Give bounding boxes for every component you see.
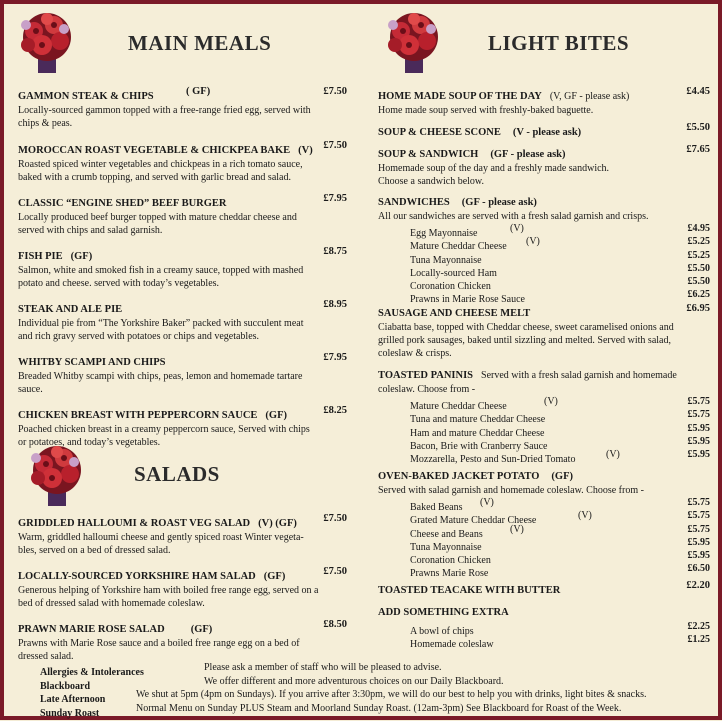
section-title-light-bites: LIGHT BITES <box>488 31 630 55</box>
list-item: A bowl of chips £2.25 <box>410 621 710 637</box>
item-description: All our sandwiches are served with a fresh salad garnish and crisps. <box>378 211 649 222</box>
section-title-salads: SALADS <box>134 462 220 486</box>
item-price: £4.45 <box>686 86 710 97</box>
item-price: £7.65 <box>686 144 710 155</box>
item-name: MOROCCAN ROAST VEGETABLE & CHICKPEA BAKE <box>18 145 291 156</box>
item-description: Served with salad garnish and homemade coleslaw. Choose from - <box>378 485 644 496</box>
item-name: SOUP & CHEESE SCONE <box>378 127 501 138</box>
item-tag: (GF) <box>551 471 573 482</box>
item-description: Homemade soup of the day and a freshly made sandwich. Choose a sandwich below. <box>378 163 610 188</box>
menu-item <box>378 122 712 144</box>
item-description: Locally-sourced gammon topped with a free-range fried egg, served with chips & peas. <box>18 105 311 130</box>
list-item: Grated Mature Cheddar Cheese (V) £5.75 <box>410 510 710 527</box>
list-item: Tuna Mayonnaise £5.25 <box>410 249 710 266</box>
menu-item <box>378 144 712 192</box>
list-item: Tuna Mayonnaise £5.95 <box>410 536 710 553</box>
item-name: FISH PIE <box>18 251 63 262</box>
menu-item <box>18 246 348 299</box>
item-price: £2.20 <box>686 580 710 591</box>
list-item: Locally-sourced Ham £5.50 <box>410 262 710 279</box>
item-price: £7.95 <box>323 193 347 204</box>
footer-notes <box>40 662 716 719</box>
list-item: Egg Mayonnaise (V) £4.95 <box>410 223 710 240</box>
item-price: £5.50 <box>686 122 710 133</box>
menu-item <box>18 299 348 352</box>
item-tag: (V, GF - please ask) <box>549 91 630 102</box>
item-name: TOASTED PANINIS <box>378 370 474 381</box>
item-description: Roasted spiced winter vegetables and chickpeas in a rich tomato sauce, baked with a crumb topping, and served with garlic bread and salad. <box>18 159 303 184</box>
item-name: HOME MADE SOUP OF THE DAY <box>378 91 542 102</box>
list-item: Mature Cheddar Cheese (V) £5.25 <box>410 236 710 253</box>
item-tag: (V) (GF) <box>258 518 297 529</box>
item-price: £7.50 <box>323 513 347 524</box>
menu-item <box>18 140 348 193</box>
section-title-main-meals: MAIN MEALS <box>128 31 272 55</box>
list-item: Mature Cheddar Cheese (V) £5.75 <box>410 396 710 413</box>
menu-item <box>18 619 348 663</box>
list-item: Homemade coleslaw £1.25 <box>410 634 710 651</box>
sub-item-list <box>410 621 712 651</box>
menu-item <box>378 580 712 602</box>
menu-section-paninis <box>378 365 712 466</box>
list-item: Tuna and mature Cheddar Cheese £5.75 <box>410 409 710 426</box>
menu-item <box>18 86 348 134</box>
item-description: Generous helping of Yorkshire ham with boiled free range egg, served on a bed of dressed salad with homemade coleslaw. <box>18 585 319 610</box>
list-item: Cheese and Beans (V) £5.75 <box>410 523 710 540</box>
item-price: £6.95 <box>686 303 710 314</box>
item-name: OVEN-BAKED JACKET POTATO <box>378 471 540 482</box>
item-description: Prawns with Marie Rose sauce and a boiled free range egg on a bed of dressed salad. <box>18 638 300 663</box>
list-item: Ham and mature Cheddar Cheese £5.95 <box>410 422 710 439</box>
menu-item <box>378 86 712 122</box>
item-price: £8.95 <box>323 299 347 310</box>
item-tag: (GF) <box>263 571 286 582</box>
item-price: £7.95 <box>323 352 347 363</box>
item-description: Warm, griddled halloumi cheese and gently spiced roast Winter vegeta- bles, served on a bed of dressed salad. <box>18 532 304 557</box>
item-price: £7.50 <box>323 86 347 97</box>
item-description: Ciabatta base, topped with Cheddar cheese, sweet caramelised onions and grilled pork sausages, baked until sizzling and melted. Served with salad, coleslaw & crisps. <box>378 322 674 360</box>
item-name: CLASSIC “ENGINE SHED” BEEF BURGER <box>18 198 227 209</box>
flower-bouquet-icon <box>381 9 447 75</box>
menu-section-sandwiches <box>378 192 712 306</box>
item-description: Locally produced beef burger topped with mature cheddar cheese and served with chips and salad garnish. <box>18 212 297 237</box>
menu-item <box>378 303 712 365</box>
item-name: STEAK AND ALE PIE <box>18 304 123 315</box>
footer-row: Sunday Roast Normal Menu on Sunday PLUS Steam and Moorland Sunday Roast. (12am-3pm) See Blackboard for Roast of the Week. <box>40 702 622 719</box>
item-description: Home made soup served with freshly-baked baguette. <box>378 105 594 116</box>
item-price: £7.50 <box>323 566 347 577</box>
item-tag: (GF) <box>265 410 287 421</box>
item-price: £8.50 <box>323 619 347 630</box>
item-description: Individual pie from “The Yorkshire Baker” packed with succulent meat and rich gravy served with potatoes or chips and vegetables. <box>18 318 304 343</box>
item-name: PRAWN MARIE ROSE SALAD <box>18 624 165 635</box>
item-description: Salmon, white and smoked fish in a creamy sauce, topped with mashed potato and cheese. served with today’s vegetables. <box>18 265 304 290</box>
main-meals-list <box>18 86 348 449</box>
sub-item-list <box>410 396 712 465</box>
item-name: ADD SOMETHING EXTRA <box>378 607 509 618</box>
item-tag: (V - please ask) <box>512 127 582 138</box>
light-bites-list <box>378 86 712 651</box>
item-tag: (V) <box>298 145 313 156</box>
list-item: Prawns Marie Rose £6.50 <box>410 563 710 580</box>
item-name: TOASTED TEACAKE WITH BUTTER <box>378 585 561 596</box>
item-price: £8.75 <box>323 246 347 257</box>
menu-item <box>18 513 348 566</box>
item-name: GAMMON STEAK & CHIPS <box>18 91 154 102</box>
item-tag: (GF) <box>70 251 93 262</box>
sub-item-list <box>410 223 712 306</box>
flower-bouquet-icon <box>24 442 90 508</box>
list-item: Mozzarella, Pesto and Sun-Dried Tomato (V) £5.95 <box>410 448 710 465</box>
item-name: SANDWICHES <box>378 197 450 208</box>
item-price: £8.25 <box>323 405 347 416</box>
item-name: SOUP & SANDWICH <box>378 149 479 160</box>
item-description: Served with a fresh salad garnish and homemade <box>481 370 677 381</box>
flower-bouquet-icon <box>14 9 80 75</box>
list-item: Coronation Chicken £5.50 <box>410 275 710 292</box>
item-name: SAUSAGE AND CHEESE MELT <box>378 308 531 319</box>
item-price: £7.50 <box>323 140 347 151</box>
menu-section-jacket-potato <box>378 466 712 580</box>
item-tag: ( GF) <box>186 86 211 97</box>
item-tag: (GF) <box>190 624 213 635</box>
item-name: CHICKEN BREAST WITH PEPPERCORN SAUCE <box>18 410 258 421</box>
item-tag: (GF - please ask) <box>461 197 537 208</box>
list-item: Coronation Chicken £5.95 <box>410 549 710 566</box>
menu-item <box>18 405 348 449</box>
footer-row: Blackboard We offer different and more adventurous choices on our Daily Blackboard. <box>40 675 504 692</box>
menu-section-extras <box>378 602 712 651</box>
item-name: WHITBY SCAMPI AND CHIPS <box>18 357 166 368</box>
list-item: Baked Beans (V) £5.75 <box>410 497 710 514</box>
footer-row: Late Afternoon We shut at 5pm (4pm on Sundays). If you arrive after 3:30pm, we will do our best to help you with drinks, light bites & snacks. <box>40 689 647 705</box>
list-item: Prawns in Marie Rose Sauce £6.25 <box>410 289 710 306</box>
item-description: coleslaw. Choose from - <box>378 384 476 395</box>
salads-list <box>18 513 348 663</box>
item-description: Breaded Whitby scampi with chips, peas, lemon and homemade tartare sauce. <box>18 371 303 396</box>
item-tag: (GF - please ask) <box>490 149 566 160</box>
sub-item-list <box>410 497 712 580</box>
item-name: LOCALLY-SOURCED YORKSHIRE HAM SALAD <box>18 571 256 582</box>
menu-item <box>18 193 348 246</box>
item-name: GRIDDLED HALLOUMI & ROAST VEG SALAD <box>18 518 251 529</box>
footer-row: Allergies & Intolerances Please ask a member of staff who will be pleased to advise. <box>40 662 442 678</box>
list-item: Bacon, Brie with Cranberry Sauce £5.95 <box>410 435 710 452</box>
menu-item <box>18 352 348 405</box>
item-description: Poached chicken breast in a creamy peppercorn sauce, Served with chips or potatoes, and today’s vegetables. <box>18 424 310 449</box>
menu-item <box>18 566 348 619</box>
